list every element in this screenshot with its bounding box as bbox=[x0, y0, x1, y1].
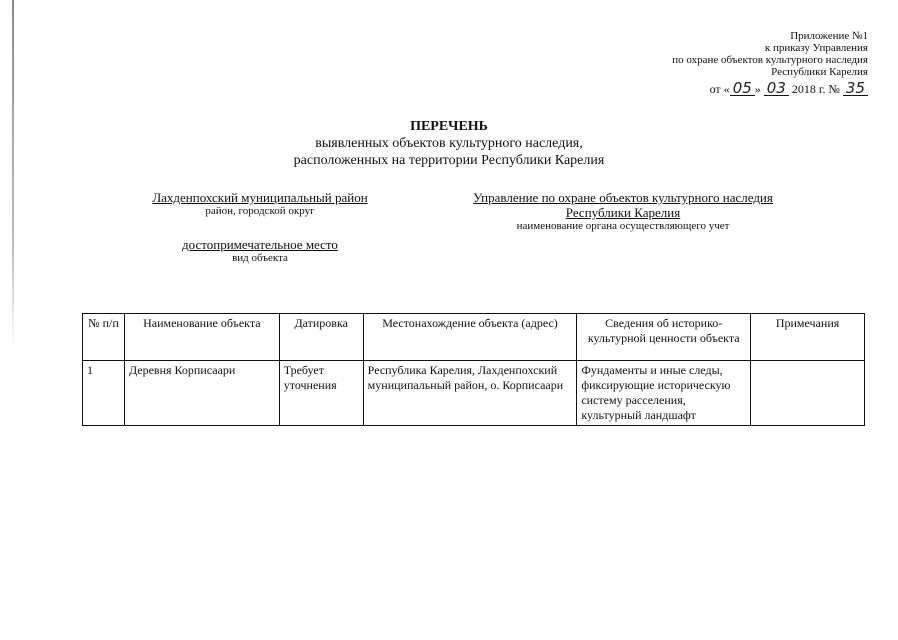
object-kind-value: достопримечательное место bbox=[182, 237, 338, 252]
date-mid: » bbox=[754, 82, 761, 96]
object-kind-caption: вид объекта bbox=[232, 252, 288, 264]
order-month: 03 bbox=[764, 82, 789, 96]
title-line-3: расположенных на территории Республики Карелия bbox=[293, 153, 605, 168]
header-dating: Датировка bbox=[279, 314, 363, 361]
district-value: Лахденпохский муниципальный район bbox=[152, 190, 368, 205]
order-number: 35 bbox=[843, 82, 868, 96]
date-prefix: от « bbox=[709, 82, 730, 96]
header-number: № п/п bbox=[83, 314, 125, 361]
cell-name: Деревня Корписаари bbox=[124, 361, 279, 426]
cell-number: 1 bbox=[83, 361, 125, 426]
authority-field bbox=[440, 190, 806, 233]
object-kind-field bbox=[120, 237, 400, 265]
title-heading: ПЕРЕЧЕНЬ bbox=[410, 119, 488, 134]
annex-line-1: Приложение №1 bbox=[790, 30, 868, 42]
cell-location: Республика Карелия, Лахденпохский муниципальный район, о. Корписаари bbox=[363, 361, 577, 426]
authority-value-line-2: Республики Карелия bbox=[565, 205, 681, 220]
annex-line-4: Республики Карелия bbox=[771, 66, 868, 78]
objects-table bbox=[82, 313, 865, 426]
header-notes: Примечания bbox=[751, 314, 865, 361]
header-name: Наименование объекта bbox=[124, 314, 279, 361]
header-location: Местонахождение объекта (адрес) bbox=[363, 314, 577, 361]
annex-line-3: по охране объектов культурного наследия bbox=[672, 54, 868, 66]
cell-notes bbox=[751, 361, 865, 426]
cell-dating: Требует уточнения bbox=[279, 361, 363, 426]
authority-value-line-1: Управление по охране объектов культурного наследия bbox=[473, 190, 773, 205]
number-label: г. № bbox=[818, 82, 840, 96]
header-cultural-value: Сведения об историко-культурной ценности объекта bbox=[577, 314, 751, 361]
year-suffix: 18 bbox=[803, 82, 816, 96]
table-row bbox=[83, 361, 865, 426]
district-caption: район, городской округ bbox=[205, 205, 315, 217]
annex-header bbox=[672, 30, 868, 96]
title-line-2: выявленных объектов культурного наследия, bbox=[315, 136, 583, 151]
authority-caption: наименование органа осуществляющего учет bbox=[516, 220, 730, 232]
document-title bbox=[0, 118, 898, 169]
year-prefix: 20 bbox=[791, 82, 804, 96]
order-date-line bbox=[672, 79, 868, 97]
order-day: 05 bbox=[730, 82, 755, 96]
table-header-row bbox=[83, 314, 865, 361]
scan-edge-line bbox=[12, 0, 14, 350]
cell-cultural-value: Фундаменты и иные следы, фиксирующие историческую систему расселения, культурный ландшафт bbox=[577, 361, 751, 426]
annex-line-2: к приказу Управления bbox=[764, 42, 868, 54]
district-field bbox=[120, 190, 400, 218]
